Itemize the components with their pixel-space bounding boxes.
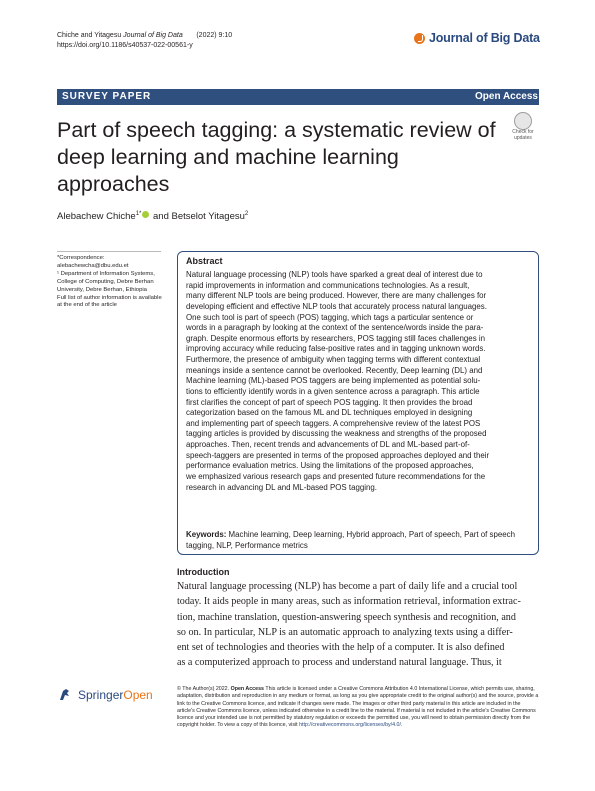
author-2-sup: 2 bbox=[244, 211, 249, 217]
sidebar-divider bbox=[57, 251, 161, 252]
license-text bbox=[177, 686, 539, 730]
springer-horse-icon bbox=[57, 687, 73, 703]
license-body: This article is licensed under a Creative Commons Attribution 4.0 International License, which permits use, sharing, adaptation, distribution and reproduction in any medium or format, as long as you give appropriate credit to the original author(s) and the source, provide a link to the Creative Commons licence, and indicate if changes were made. The images or other third party material in this article are included in the article's Creative Commons licence, unless indicated otherwise in a credit line to the material. If material is not included in the article's Creative Commons licence and your intended use is not permitted by statutory regulation or exceeds the permitted use, you will need to obtain permission directly from the copyright holder. To view a copy of this licence, visit bbox=[177, 686, 539, 729]
author-2[interactable]: Betselot Yitagesu bbox=[171, 211, 245, 223]
header-year-volume: (2022) 9:10 bbox=[196, 32, 233, 39]
license-link[interactable]: http://creativecommons.org/licenses/by/4.0/. bbox=[299, 722, 403, 729]
license-lead: © The Author(s) 2022. bbox=[177, 686, 230, 692]
introduction-heading: Introduction bbox=[177, 567, 230, 577]
header-authors: Chiche and Yitagesu bbox=[57, 32, 122, 39]
author-and: and bbox=[150, 211, 172, 223]
header-doi-link[interactable]: https://doi.org/10.1186/s40537-022-00561-y bbox=[57, 41, 193, 49]
header-journal: Journal of Big Data bbox=[123, 32, 183, 39]
correspondence-email[interactable]: alebachewcha@dbu.edu.et bbox=[57, 262, 129, 269]
abstract-text: Natural language processing (NLP) tools have sparked a great deal of interest due to rapid improvements in information and communications technologies. As a result, many different NLP tools are being produced. However, there are many challenges for developing efficient and effective NLP tools that accurately process natural languages. One such tool is part of speech (POS) tagging, which tags a particular sentence or words in a paragraph by looking at the context of the sentence/words inside the para- graph. Despite enormous efforts by researchers, POS tagging still faces challenges in improving accuracy while reducing false-positive rates and in tagging unknown words. Furthermore, the presence of ambiguity when tagging terms with different contextual meanings inside a sentence cannot be overlooked. Recently, Deep learning (DL) and Machine learning (ML)-based POS taggers are being implemented as potential solu- tions to efficiently identify words in a given sentence across a paragraph. This article first clarifies the concept of part of speech POS tagging. It then provides the broad categorization based on the famous ML and DL techniques employed in designing and implementing part of speech taggers. A comprehensive review of the latest POS tagging articles is provided by discussing the weakness and strengths of the proposed approaches. Then, recent trends and advancements of DL and ML-based part-of- speech-taggers are presented in terms of the proposed approaches deployed and their performance evaluation metrics. Using the limitations of the proposed approaches, we emphasized various research gaps and presented future recommendations for the research in advancing DL and ML-based POS tagging. bbox=[186, 270, 490, 492]
open-access-label: Open Access bbox=[475, 91, 538, 102]
correspondence-label: *Correspondence: bbox=[57, 255, 105, 261]
open-word: Open bbox=[123, 688, 153, 702]
article-title: Part of speech tagging: a systematic review of deep learning and machine learning approaches bbox=[57, 118, 496, 196]
author-1-sup: 1* bbox=[135, 211, 142, 217]
running-header bbox=[57, 31, 232, 50]
license-open-access: Open Access bbox=[230, 686, 264, 692]
journal-brand-name: Journal of Big Data bbox=[429, 31, 540, 45]
orcid-icon[interactable] bbox=[142, 211, 149, 218]
introduction-text: Natural language processing (NLP) has become a part of daily life and a crucial tool today. It aids people in many areas, such as information retrieval, information extrac- tion, machine translation, question-answering speech synthesis and recognition, and so on. In particular, NLP is an automatic approach to analyzing texts using a differ- ent set of technologies and theories with the help of a computer. It is also defined as a computerized approach to process and understand natural language. Thus, it bbox=[177, 581, 521, 669]
affiliation: ¹ Department of Information Systems, College of Computing, Debre Berhan University, Debre Berhan, Ethiopia bbox=[57, 270, 155, 293]
springer-open-logo[interactable] bbox=[57, 687, 153, 703]
author-1[interactable]: Alebachew Chiche bbox=[57, 211, 136, 223]
keywords-label: Keywords: bbox=[186, 530, 227, 539]
check-updates-icon bbox=[514, 112, 532, 130]
springer-word: Springer bbox=[78, 688, 124, 702]
springer-open-wordmark bbox=[78, 688, 153, 702]
correspondence-sidebar bbox=[57, 255, 163, 310]
check-for-updates-badge[interactable] bbox=[508, 112, 538, 142]
journal-logo-icon bbox=[414, 33, 425, 44]
keywords bbox=[186, 530, 532, 551]
author-line bbox=[57, 211, 248, 222]
keywords-list: Machine learning, Deep learning, Hybrid approach, Part of speech, Part of speech tagging, NLP, Performance metrics bbox=[186, 530, 515, 550]
abstract-heading: Abstract bbox=[186, 256, 223, 266]
article-type-label: SURVEY PAPER bbox=[62, 91, 152, 102]
author-info-note: Full list of author information is available at the end of the article bbox=[57, 294, 162, 309]
journal-brand[interactable] bbox=[414, 31, 540, 45]
check-updates-line1: Check for bbox=[512, 129, 534, 135]
check-updates-line2: updates bbox=[514, 134, 532, 141]
